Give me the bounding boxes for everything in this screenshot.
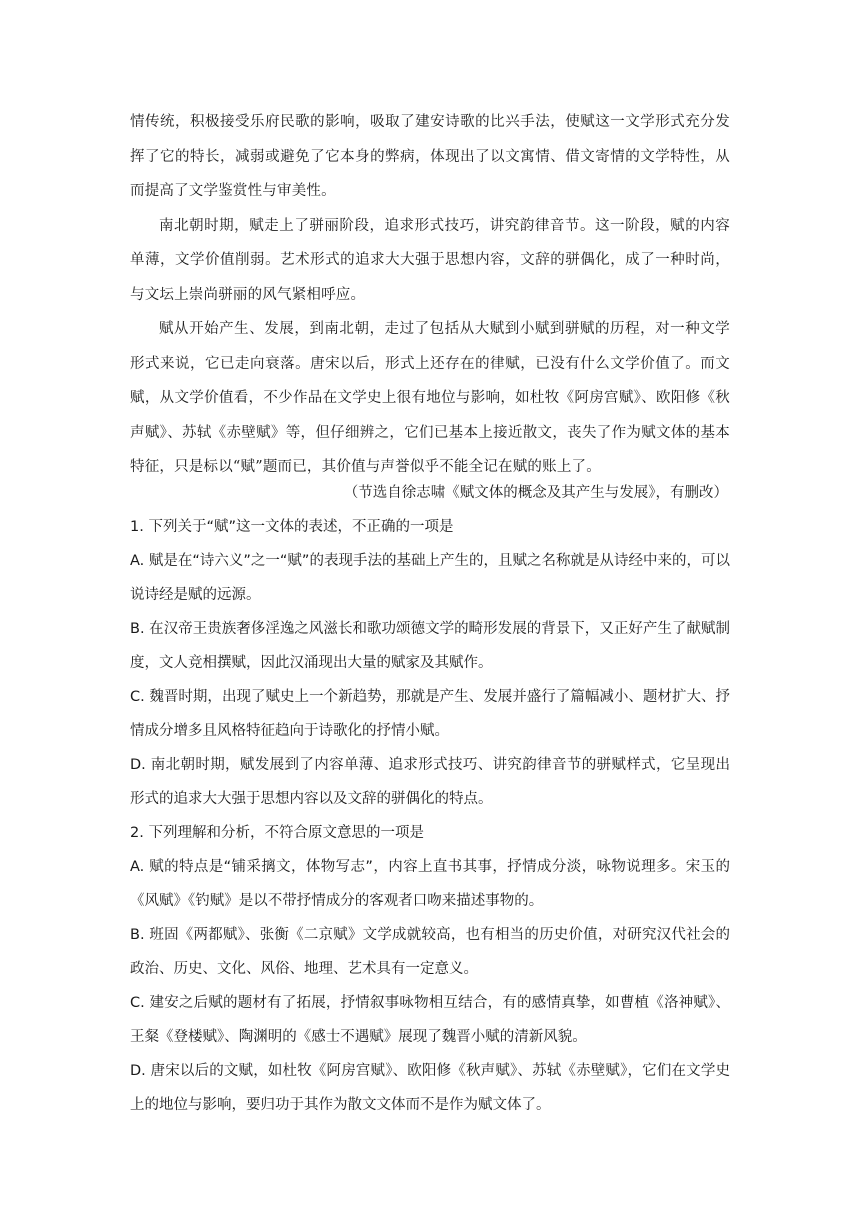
- question-option: C. 魏晋时期，出现了赋史上一个新趋势，那就是产生、发展并盛行了篇幅减小、题材扩大、抒情成分增多且风格特征趋向于诗歌化的抒情小赋。: [130, 689, 730, 739]
- question-list: [130, 510, 730, 1122]
- question-option: A. 赋是在“诗六义”之一“赋”的表现手法的基础上产生的，且赋之名称就是从诗经中来的，可以说诗经是赋的远源。: [130, 553, 730, 603]
- question-option: C. 建安之后赋的题材有了拓展，抒情叙事咏物相互结合，有的感情真挚，如曹植《洛神赋》、王粲《登楼赋》、陶渊明的《感士不遇赋》展现了魏晋小赋的清新风貌。: [130, 995, 730, 1045]
- question-option: D. 南北朝时期，赋发展到了内容单薄、追求形式技巧、讲究韵律音节的骈赋样式，它呈现出形式的追求大大强于思想内容以及文辞的骈偶化的特点。: [130, 757, 730, 807]
- passage-paragraph: 南北朝时期，赋走上了骈丽阶段，追求形式技巧，讲究韵律音节。这一阶段，赋的内容单薄，文学价值削弱。艺术形式的追求大大强于思想内容，文辞的骈偶化，成了一种时尚，与文坛上崇尚骈丽的风气紧相呼应。: [130, 217, 730, 303]
- question-option: B. 在汉帝王贵族奢侈淫逸之风滋长和歌功颂德文学的畸形发展的背景下，又正好产生了献赋制度，文人竞相撰赋，因此汉涌现出大量的赋家及其赋作。: [130, 621, 730, 671]
- reading-passage: [130, 105, 730, 485]
- question-option: D. 唐宋以后的文赋，如杜牧《阿房宫赋》、欧阳修《秋声赋》、苏轼《赤壁赋》，它们在文学史上的地位与影响，要归功于其作为散文文体而不是作为赋文体了。: [130, 1063, 730, 1113]
- question-stem: 2. 下列理解和分析，不符合原文意思的一项是: [130, 825, 424, 841]
- passage-paragraph: 赋从开始产生、发展，到南北朝，走过了包括从大赋到小赋到骈赋的历程，对一种文学形式来说，它已走向衰落。唐宋以后，形式上还存在的律赋，已没有什么文学价值了。而文赋，从文学价值看，不少作品在文学史上很有地位与影响，如杜牧《阿房宫赋》、欧阳修《秋声赋》、苏轼《赤壁赋》等，但仔细辨之，它们已基本上接近散文，丧失了作为赋文体的基本特征，只是标以“赋”题而已，其价值与声誉似乎不能全记在赋的账上了。: [130, 321, 730, 475]
- question-option: A. 赋的特点是“铺采摛文，体物写志”，内容上直书其事，抒情成分淡，咏物说理多。宋玉的《风赋》《钓赋》是以不带抒情成分的客观者口吻来描述事物的。: [130, 859, 730, 909]
- question-stem: 1. 下列关于“赋”这一文体的表述，不正确的一项是: [130, 519, 454, 535]
- question-option: B. 班固《两都赋》、张衡《二京赋》文学成就较高，也有相当的历史价值，对研究汉代社会的政治、历史、文化、风俗、地理、艺术具有一定意义。: [130, 927, 730, 977]
- passage-paragraph: 情传统，积极接受乐府民歌的影响，吸取了建安诗歌的比兴手法，使赋这一文学形式充分发挥了它的特长，减弱或避免了它本身的弊病，体现出了以文寓情、借文寄情的文学特性，从而提高了文学鉴赏性与审美性。: [130, 114, 730, 199]
- passage-source: （节选自徐志啸《赋文体的概念及其产生与发展》，有删改）: [343, 485, 728, 501]
